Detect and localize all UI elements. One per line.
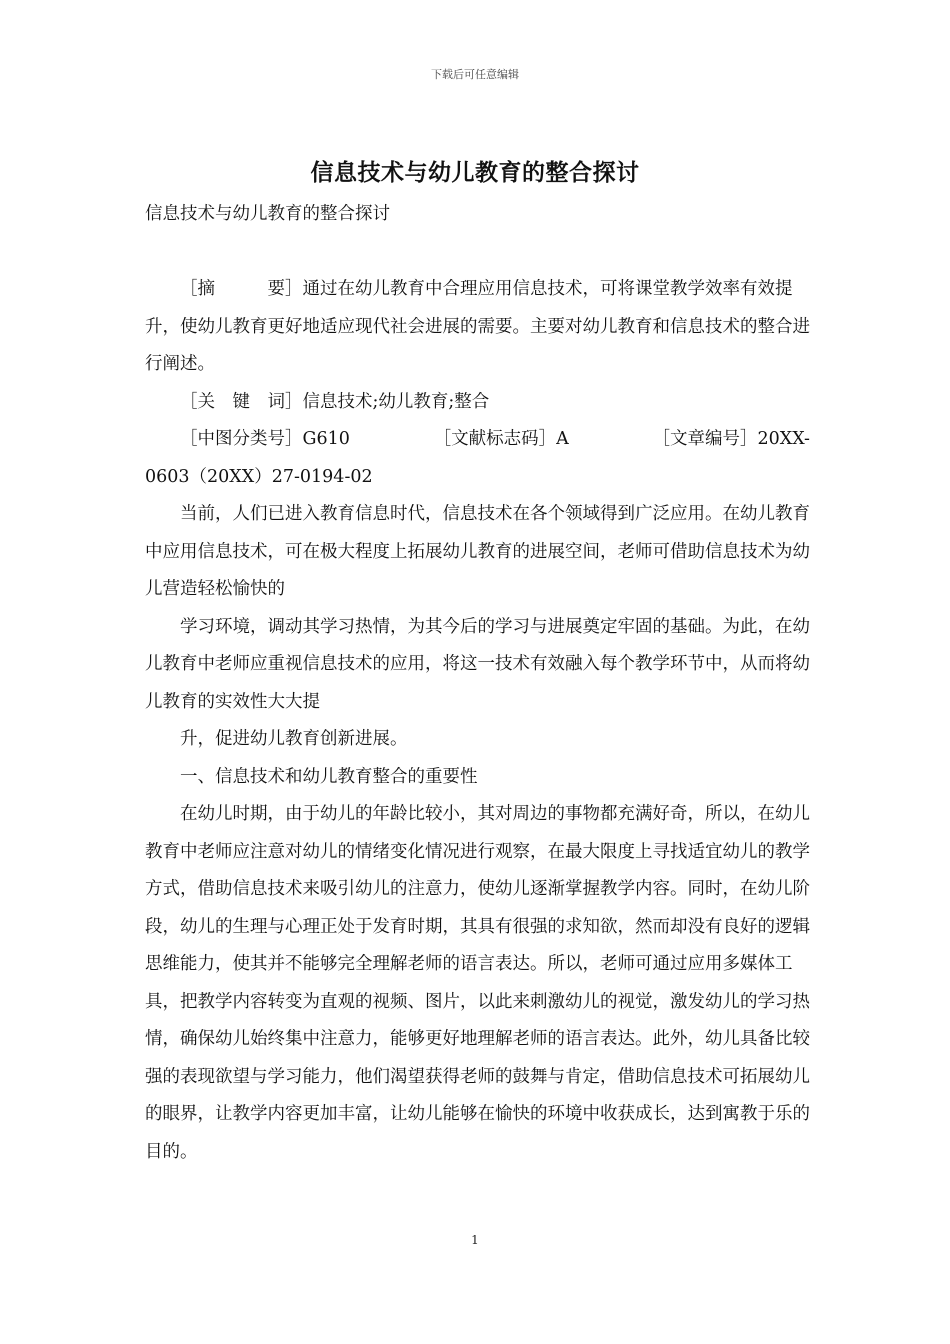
body-paragraph: 在幼儿时期，由于幼儿的年龄比较小，其对周边的事物都充满好奇，所以，在幼儿教育中老师应注意对幼儿的情绪变化情况进行观察，在最大限度上寻找适宜幼儿的教学方式，借助信息技术来吸引幼儿的注意力，使幼儿逐渐掌握教学内容。同时，在幼儿阶段，幼儿的生理与心理正处于发育时期，其具有很强的求知欲，然而却没有良好的逻辑思维能力，使其并不能够完全理解老师的语言表达。所以，老师可通过应用多媒体工具，把教学内容转变为直观的视频、图片，以此来刺激幼儿的视觉，激发幼儿的学习热情，确保幼儿始终集中注意力，能够更好地理解老师的语言表达。此外，幼儿具备比较强的表现欲望与学习能力，他们渴望获得老师的鼓舞与肯定，借助信息技术可拓展幼儿的眼界，让教学内容更加丰富，让幼儿能够在愉快的环境中收获成长，达到寓教于乐的目的。 — [145, 804, 810, 1162]
page-title: 信息技术与幼儿教育的整合探讨 — [310, 159, 640, 186]
section-heading: 一、信息技术和幼儿教育整合的重要性 — [180, 766, 478, 787]
article-number: ［文章编号］20XX- — [652, 429, 810, 449]
subtitle: 信息技术与幼儿教育的整合探讨 — [145, 204, 390, 224]
body-paragraph: 升，促进幼儿教育创新进展。 — [180, 729, 408, 749]
article-number-continued: 0603（20XX）27-0194-02 — [145, 466, 373, 487]
document-body — [145, 196, 810, 1171]
abstract-paragraph: ［摘 要］通过在幼儿教育中合理应用信息技术，可将课堂教学效率有效提升，使幼儿教育更好地适应现代社会进展的需要。主要对幼儿教育和信息技术的整合进行阐述。 — [145, 279, 810, 374]
body-paragraph: 当前，人们已进入教育信息时代，信息技术在各个领域得到广泛应用。在幼儿教育中应用信息技术，可在极大程度上拓展幼儿教育的进展空间，老师可借助信息技术为幼儿营造轻松愉快的 — [145, 504, 810, 599]
body-paragraph: 学习环境，调动其学习热情，为其今后的学习与进展奠定牢固的基础。为此，在幼儿教育中老师应重视信息技术的应用，将这一技术有效融入每个教学环节中，从而将幼儿教育的实效性大大提 — [145, 616, 810, 712]
classification-line — [145, 421, 810, 459]
document-code: ［文献标志码］A — [433, 429, 569, 449]
page-number: 1 — [471, 1233, 479, 1247]
header-note: 下载后可任意编辑 — [431, 68, 519, 81]
clc-number: ［中图分类号］G610 — [180, 429, 350, 449]
keywords-line: ［关 键 词］信息技术;幼儿教育;整合 — [180, 391, 490, 412]
